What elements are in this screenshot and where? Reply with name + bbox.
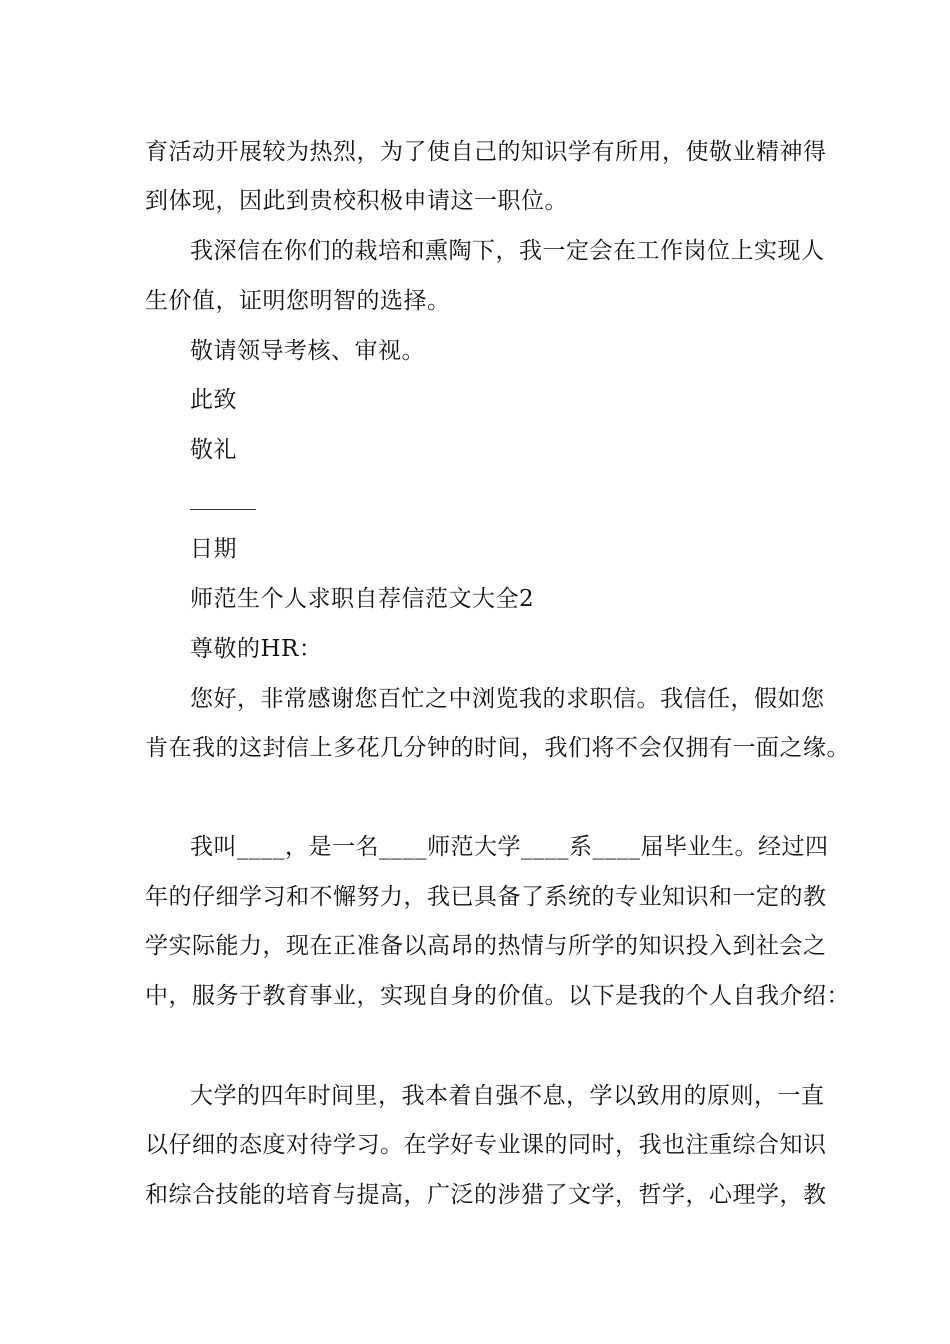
paragraph-line: 我叫____，是一名____师范大学____系____届毕业生。经过四 — [190, 834, 829, 860]
salutation: 尊敬的HR： — [190, 636, 323, 662]
paragraph-line: 学实际能力，现在正准备以高昂的热情与所学的知识投入到社会之 — [145, 933, 827, 959]
paragraph-line: 生价值，证明您明智的选择。 — [145, 288, 451, 314]
paragraph-line: 我深信在你们的栽培和熏陶下，我一定会在工作岗位上实现人 — [190, 238, 825, 264]
paragraph-line: 到体现，因此到贵校积极申请这一职位。 — [145, 188, 568, 214]
closing-line: 敬礼 — [190, 437, 237, 463]
paragraph-line: 育活动开展较为热烈，为了使自己的知识学有所用，使敬业精神得 — [145, 139, 827, 165]
closing-line: 此致 — [190, 387, 237, 413]
paragraph-line: 大学的四年时间里，我本着自强不息，学以致用的原则，一直 — [190, 1083, 825, 1109]
request-line: 敬请领导考核、审视。 — [190, 338, 425, 364]
paragraph-line: 和综合技能的培育与提高，广泛的涉猎了文学，哲学，心理学，教 — [145, 1182, 827, 1208]
letter-title: 师范生个人求职自荐信范文大全2 — [190, 586, 535, 612]
paragraph-line: 年的仔细学习和不懈努力，我已具备了系统的专业知识和一定的教 — [145, 884, 827, 910]
paragraph-line: 您好，非常感谢您百忙之中浏览我的求职信。我信任，假如您 — [190, 686, 825, 712]
paragraph-line: 肯在我的这封信上多花几分钟的时间，我们将不会仅拥有一面之缘。 — [145, 735, 850, 761]
signature-line — [190, 509, 256, 510]
paragraph-line: 中，服务于教育事业，实现自身的价值。以下是我的个人自我介绍： — [145, 983, 850, 1009]
paragraph-line: 以仔细的态度对待学习。在学好专业课的同时，我也注重综合知识 — [145, 1132, 827, 1158]
date-label: 日期 — [190, 536, 237, 562]
